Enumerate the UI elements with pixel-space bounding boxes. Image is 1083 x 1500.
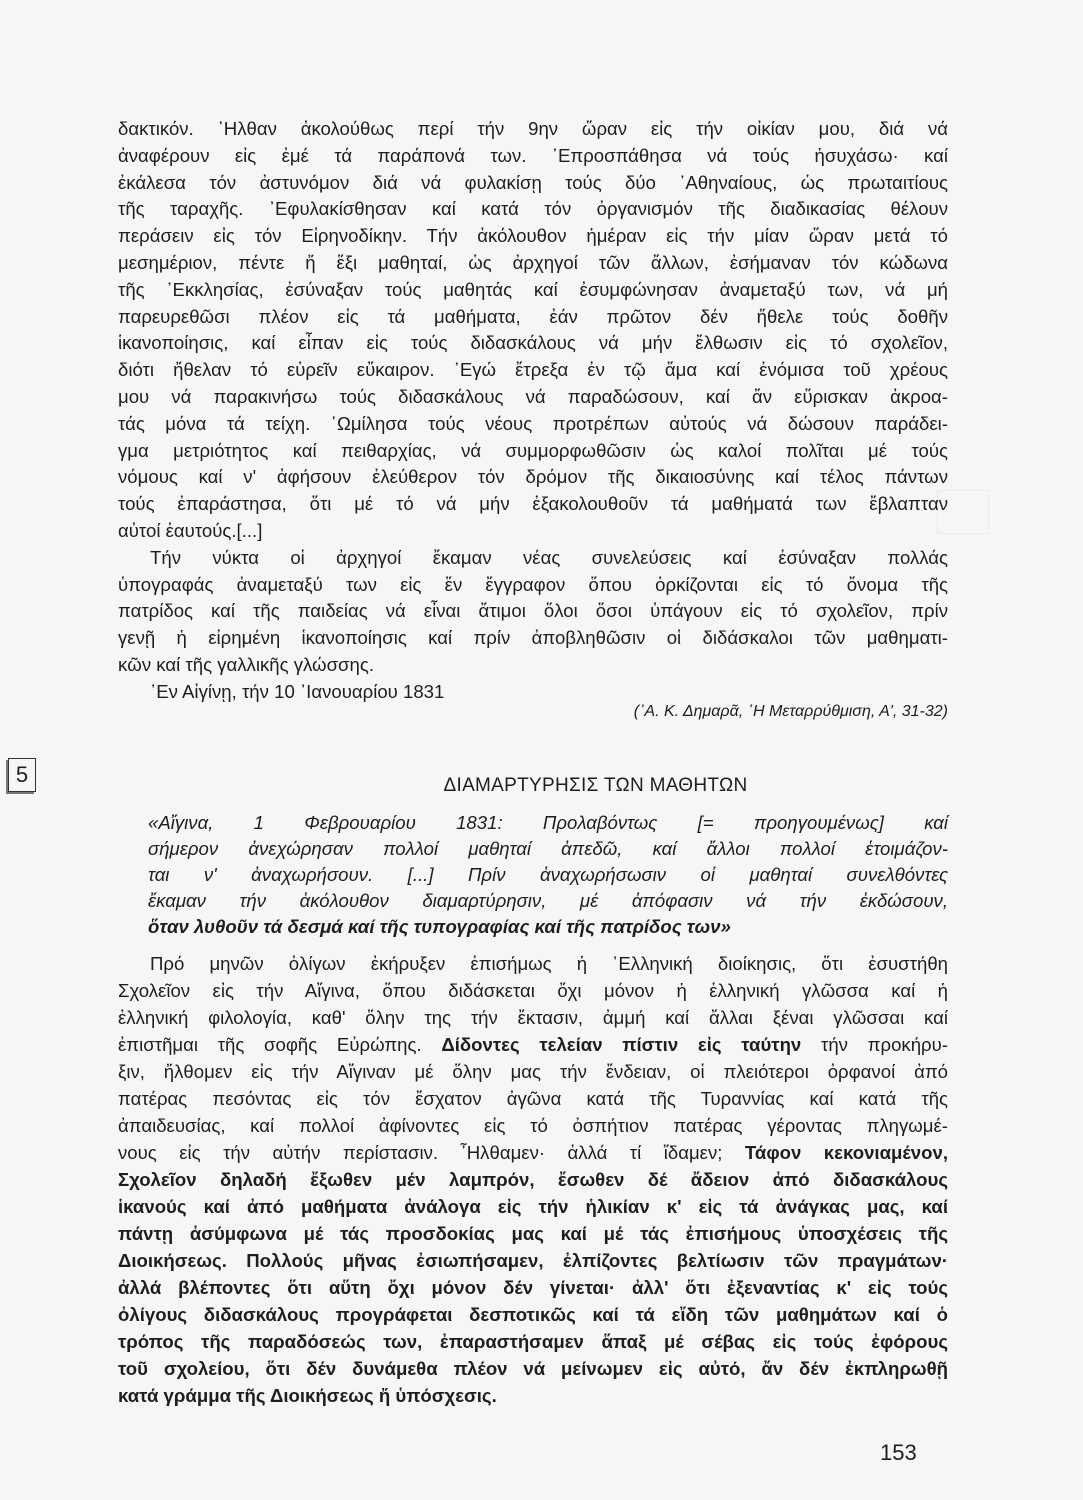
text-segment: ἔκαμαν τήν ἀκόλουθον διαμαρτύρησιν, μέ ἀπόφασιν νά τήν ἐκδώσουν, (148, 890, 948, 911)
protest-text (118, 950, 948, 1409)
text-line (118, 545, 948, 572)
text-segment: ται ν' ἀναχωρήσουν. [...] Πρίν ἀναχωρήσωσιν οἱ μαθηταί συνελθόντες (148, 864, 948, 885)
text-segment: νους εἰς τήν αὐτήν περίστασιν. ῏Ηλθαμεν· ἀλλά τί ἴδαμεν; (118, 1142, 745, 1163)
bold-text-segment: κατά γράμμα τῆς Διοικήσεως ἤ ὑπόσχεσις. (118, 1385, 497, 1406)
text-line (118, 384, 948, 411)
text-line (148, 888, 948, 914)
text-line (118, 491, 948, 518)
text-line (118, 652, 948, 679)
text-line (118, 1220, 948, 1247)
text-line (118, 464, 948, 491)
section-heading: ΔΙΑΜΑΡΤΥΡΗΣΙΣ ΤΩΝ ΜΑΘΗΤΩΝ (443, 775, 748, 796)
text-segment: «Αἴγινα, 1 Φεβρουαρίου 1831: Προλαβόντως [= προηγουμένως] καί (148, 812, 948, 833)
text-line (118, 250, 948, 277)
text-segment: ἐκάλεσα τόν ἀστυνόμον διά νά φυλακίσῃ τούς δύο ᾿Αθηναίους, ὡς πρωταιτίους (118, 171, 948, 193)
text-segment: πατέρας πεσόντας εἰς τόν ἔσχατον ἀγῶνα κατά τῆς Τυραννίας καί κατά τῆς (118, 1088, 948, 1109)
text-segment: γμα μετριότητος καί πειθαρχίας, νά συμμορφωθῶσιν ὡς καλοί πολῖται μέ τούς (118, 439, 948, 461)
text-line (118, 196, 948, 223)
bold-text-segment: ὅταν λυθοῦν τά δεσμά καί τῆς τυπογραφίας καί τῆς πατρίδος των» (148, 916, 731, 937)
text-segment: παρευρεθῶσι πλέον εἰς τά μαθήματα, ἐάν πρῶτον δέν ἤθελε τούς δοθῆν (118, 305, 948, 327)
text-segment: τάς μόνα τά τείχη. ῾Ωμίλησα τούς νέους προτρέπων αὐτούς νά δώσουν παράδει- (118, 412, 948, 434)
text-segment: ὑπογραφάς ἀναμεταξύ των εἰς ἕν ἔγγραφον ὅπου ὁρκίζονται εἰς τό ὄνομα τῆς (118, 573, 948, 595)
text-line (118, 1085, 948, 1112)
text-line (118, 1193, 948, 1220)
text-line (118, 1328, 948, 1355)
text-line (118, 1004, 948, 1031)
text-line (118, 950, 948, 977)
citation: (᾿Α. Κ. Δημαρᾶ, ῾Η Μεταρρύθμιση, Α', 31-32) (633, 703, 948, 720)
text-segment: μεσημέριον, πέντε ἤ ἕξι μαθηταί, ὡς ἀρχηγοί τῶν ἄλλων, ἐσήμαναν τόν κώδωνα (118, 251, 948, 273)
text-line (148, 810, 948, 836)
text-segment: ἀπαιδευσίας, καί πολλοί ἀφίνοντες εἰς τό ὀσπήτιον πατέρας γέροντας πληγωμέ- (118, 1115, 948, 1136)
text-line (118, 438, 948, 465)
bold-text-segment: ὀλίγους διδασκάλους προγράφεται δεσποτικῶς καί τά εἴδη τῶν μαθημάτων καί ὁ (118, 1304, 948, 1325)
text-line (118, 170, 948, 197)
text-segment: αὐτοί ἑαυτούς.[...] (118, 519, 263, 541)
letter-text (118, 116, 948, 706)
text-line (118, 679, 948, 706)
bold-text-segment: Διοικήσεως. Πολλούς μῆνας ἐσιωπήσαμεν, ἐλπίζοντες βελτίωσιν τῶν πραγμάτων· (118, 1250, 948, 1271)
text-line (118, 1112, 948, 1139)
text-segment: Τήν νύκτα οἱ ἀρχηγοί ἔκαμαν νέας συνελεύσεις καί ἐσύναξαν πολλάς (150, 546, 948, 568)
text-segment: διότι ἤθελαν τό εὑρεῖν εὔκαιρον. ᾿Εγώ ἔτρεξα ἐν τῷ ἅμα καί ἐνόμισα τοῦ χρέους (118, 359, 948, 381)
text-segment: τῆς ταραχῆς. ᾿Εφυλακίσθησαν καί κατά τόν ὀργανισμόν τῆς διαδικασίας θέλουν (118, 198, 948, 220)
text-line (118, 330, 948, 357)
text-segment: νόμους καί ν' ἀφήσουν ἐλεύθερον τόν δρόμον τῆς δικαιοσύνης καί τέλος πάντων (118, 466, 948, 488)
text-line (118, 625, 948, 652)
text-segment: κῶν καί τῆς γαλλικῆς γλώσσης. (118, 653, 374, 675)
text-line (118, 977, 948, 1004)
bold-text-segment: τρόπος τῆς παραδόσεώς των, ἐπαραστήσαμεν ἅπαξ μέ σέβας εἰς τούς ἐφόρους (118, 1331, 948, 1352)
text-segment: περάσειν εἰς τόν Εἰρηνοδίκην. Τήν ἀκόλουθον ἡμέραν εἰς τήν μίαν ὥραν μετά τό (118, 225, 948, 247)
text-segment: τήν προκήρυ- (801, 1034, 948, 1055)
text-line (148, 836, 948, 862)
bold-text-segment: Σχολεῖον δηλαδή ἔξωθεν μέν λαμπρόν, ἔσωθεν δέ ἄδειον ἀπό διδασκάλους (118, 1169, 948, 1190)
bold-text-segment: Δίδοντες τελείαν πίστιν εἰς ταύτην (441, 1034, 802, 1055)
text-segment: τῆς ᾿Εκκλησίας, ἐσύναξαν τούς μαθητάς καί ἐσυμφώνησαν ἀναμεταξύ των, νά μή (118, 278, 948, 300)
text-line (118, 1166, 948, 1193)
text-line (118, 143, 948, 170)
text-line (118, 1058, 948, 1085)
text-segment: γενῇ ἡ εἰρημένη ἱκανοποίησις καί πρίν ἀποβληθῶσιν οἱ διδάσκαλοι τῶν μαθηματι- (118, 627, 948, 649)
bold-text-segment: ἱκανούς καί ἀπό μαθήματα ἀνάλογα εἰς τήν ἡλικίαν κ' εἰς τά ἀνάγκας μας, καί (118, 1196, 948, 1217)
text-line (118, 357, 948, 384)
text-segment: δακτικόν. ᾿Ηλθαν ἀκολούθως περί τήν 9ην ὥραν εἰς τήν οἰκίαν μου, διά νά (118, 118, 948, 139)
bold-text-segment: πάντῃ ἀσύμφωνα μέ τάς προσδοκίας μας καί μέ τάς ἐπισήμους ὑποσχέσεις τῆς (118, 1223, 948, 1244)
text-segment: ἱκανοποίησις, καί εἶπαν εἰς τούς διδασκάλους νά μήν ἔλθωσιν εἰς τό σχολεῖον, (118, 332, 948, 354)
text-line (148, 862, 948, 888)
text-segment: ἐπιστῆμαι τῆς σοφῆς Εὐρώπης. (118, 1034, 442, 1055)
bold-text-segment: ἀλλά βλέποντες ὅτι αὕτη ὄχι μόνον δέν γίνεται· ἀλλ' ὅτι ἐξεναντίας κ' εἰς τούς (118, 1277, 948, 1298)
text-segment: Σχολεῖον εἰς τήν Αἴγινα, ὅπου διδάσκεται ὄχι μόνον ἡ ἑλληνική γλῶσσα καί ἡ (118, 980, 948, 1001)
text-segment: ἑλληνική φιλολογία, καθ' ὅλην της τήν ἔκτασιν, ἀμμή καί ἄλλαι ξέναι γλῶσσαι καί (118, 1007, 948, 1028)
text-line (118, 1139, 948, 1166)
bold-text-segment: Τάφον κεκονιαμένον, (744, 1142, 948, 1163)
page-number: 153 (880, 1440, 917, 1465)
text-segment: ἀναφέρουν εἰς ἐμέ τά παράπονά των. ᾿Επροσπάθησα νά τούς ἡσυχάσω· καί (118, 144, 948, 166)
text-segment: ξιν, ἤλθομεν εἰς τήν Αἴγιναν μέ ὅλην μας τήν ἔνδειαν, οἱ πλειότεροι ὀρφανοί ἀπό (118, 1061, 948, 1082)
text-line (118, 1355, 948, 1382)
quote-text (148, 810, 948, 940)
text-line (118, 1274, 948, 1301)
text-line (118, 572, 948, 599)
text-line (118, 1301, 948, 1328)
text-line (118, 304, 948, 331)
section-marker: 5 (8, 758, 36, 792)
text-line (118, 1247, 948, 1274)
text-line (118, 277, 948, 304)
text-line (118, 518, 948, 545)
text-line (148, 914, 948, 940)
text-line (118, 223, 948, 250)
text-segment: ᾿Εν Αἰγίνῃ, τήν 10 ᾿Ιανουαρίου 1831 (150, 680, 445, 702)
text-segment: πατρίδος καί τῆς παιδείας νά εἶναι ἄτιμοι ὅλοι ὅσοι ὑπάγουν εἰς τό σχολεῖον, πρίν (118, 600, 948, 622)
text-line (118, 1031, 948, 1058)
bold-text-segment: τοῦ σχολείου, ὅτι δέν δυνάμεθα πλέον νά μείνωμεν εἰς αὐτό, ἄν δέν ἐκπληρωθῇ (118, 1358, 948, 1379)
text-line (118, 116, 948, 143)
text-segment: Πρό μηνῶν ὀλίγων ἐκήρυξεν ἐπισήμως ἡ ῾Ελληνική διοίκησις, ὅτι ἐσυστήθη (150, 953, 948, 974)
text-line (118, 598, 948, 625)
text-line (118, 1382, 948, 1409)
text-segment: μου νά παρακινήσω τούς διδασκάλους νά παραδώσουν, καί ἄν εὕρισκαν ἀκροα- (118, 385, 948, 407)
text-line (118, 411, 948, 438)
text-segment: τούς ἐπαράστησα, ὅτι μέ τό νά μήν ἐξακολουθοῦν τά μαθήματά των ἔβλαπταν (118, 493, 948, 515)
text-segment: σήμερον ἀνεχώρησαν πολλοί μαθηταί ἀπεδῶ, καί ἄλλοι πολλοί ἑτοιμάζον- (148, 838, 948, 859)
